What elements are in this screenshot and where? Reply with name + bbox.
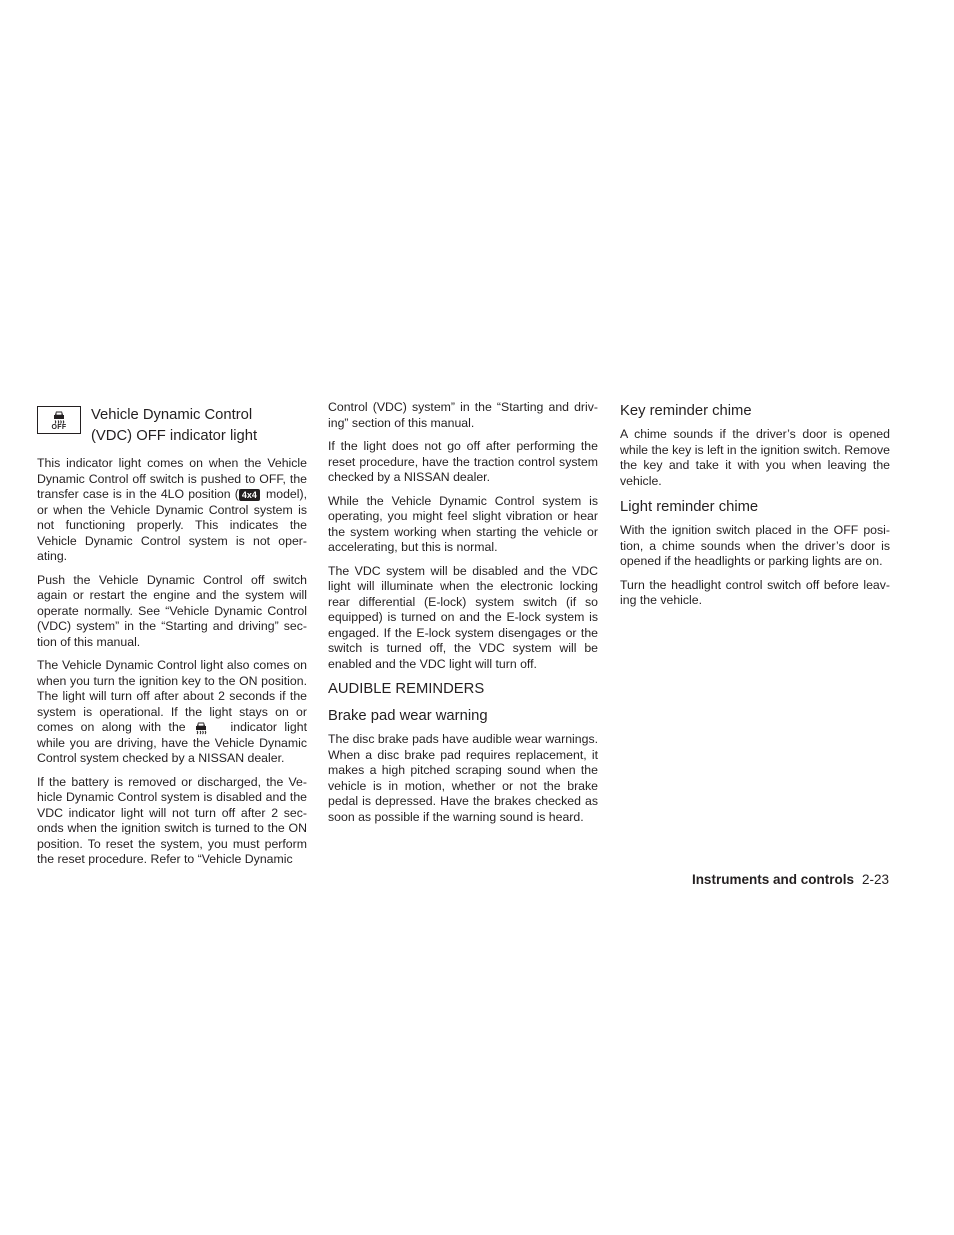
skid-car-icon	[193, 721, 223, 735]
paragraph: If the light does not go off after performing the reset procedure, have the traction control system checked by a NISSAN dealer.	[328, 439, 598, 484]
subsection-heading: Key reminder chime	[620, 403, 752, 419]
paragraph: The Vehicle Dynamic Control light also comes on when you turn the ignition key to the ON position. The light will turn off after about 2 seconds if the system is operational. If the light stays on or comes on along with the indicator light while you are driving, have the Vehicle Dynamic Control system checked by a NISSAN dealer.	[37, 658, 307, 765]
paragraph: With the ignition switch placed in the OFF posi-tion, a chime sounds when the driver’s door is opened if the headlights or parking lights are on.	[620, 523, 890, 568]
paragraph: Control (VDC) system” in the “Starting and driv-ing” section of this manual.	[328, 400, 598, 430]
vdc-off-icon	[37, 406, 81, 434]
paragraph: The VDC system will be disabled and the VDC light will illuminate when the electronic locking rear differential (E-lock) system switch (if so equipped) is turned on and the E-lock system is engaged. If the E-lock system disengages or the switch is turned off, the VDC system will be enabled and the VDC light will turn off.	[328, 563, 598, 671]
paragraph: Turn the headlight control switch off before leav-ing the vehicle.	[620, 577, 890, 607]
page-number: 2-23	[861, 872, 889, 887]
off-label: OFF	[51, 423, 67, 431]
page-footer	[600, 872, 889, 887]
paragraph: If the battery is removed or discharged, the Ve-hicle Dynamic Control system is disabled and the VDC indicator light will not turn off after 2 sec-onds when the ignition switch is turned to the ON position. To reset the system, you must perform the reset procedure. Refer to “Vehicle Dynamic	[37, 774, 307, 866]
vdc-off-heading	[37, 400, 307, 446]
footer-section-title: Instruments and controls	[691, 872, 854, 887]
paragraph: A chime sounds if the driver’s door is opened while the key is left in the ignition switch. Remove the key and take it with you when leaving the vehicle.	[620, 427, 890, 488]
column-right	[620, 400, 890, 617]
paragraph: While the Vehicle Dynamic Control system is operating, you might feel slight vibration or hear the system working when starting the vehicle or accelerating, but this is normal.	[328, 493, 598, 554]
section-heading: AUDIBLE REMINDERS	[328, 681, 485, 697]
section-title: Vehicle Dynamic Control (VDC) OFF indicator light	[91, 407, 258, 444]
subsection-heading: Brake pad wear warning	[328, 708, 488, 724]
column-left	[37, 400, 307, 876]
column-middle	[328, 400, 598, 833]
subsection-heading: Light reminder chime	[620, 499, 759, 515]
4x4-icon: 4x4	[239, 489, 260, 501]
skid-car-icon	[52, 410, 66, 424]
paragraph: This indicator light comes on when the Vehicle Dynamic Control off switch is pushed to OFF, the transfer case is in the 4LO position ( 4x4 model), or when the Vehicle Dynamic Control system is not functioning properly. This indicates the Vehicle Dynamic Control system is not oper-ating.	[37, 456, 307, 563]
paragraph: The disc brake pads have audible wear warnings. When a disc brake pad requires replacement, it makes a high pitched scraping sound when the vehicle is in motion, whether or not the brake pedal is depressed. Have the brakes checked as soon as possible if the warning sound is heard.	[328, 732, 599, 824]
paragraph: Push the Vehicle Dynamic Control off switch again or restart the engine and the system will operate normally. See “Vehicle Dynamic Control (VDC) system” in the “Starting and driving” sec-tion of this manual.	[37, 572, 307, 649]
